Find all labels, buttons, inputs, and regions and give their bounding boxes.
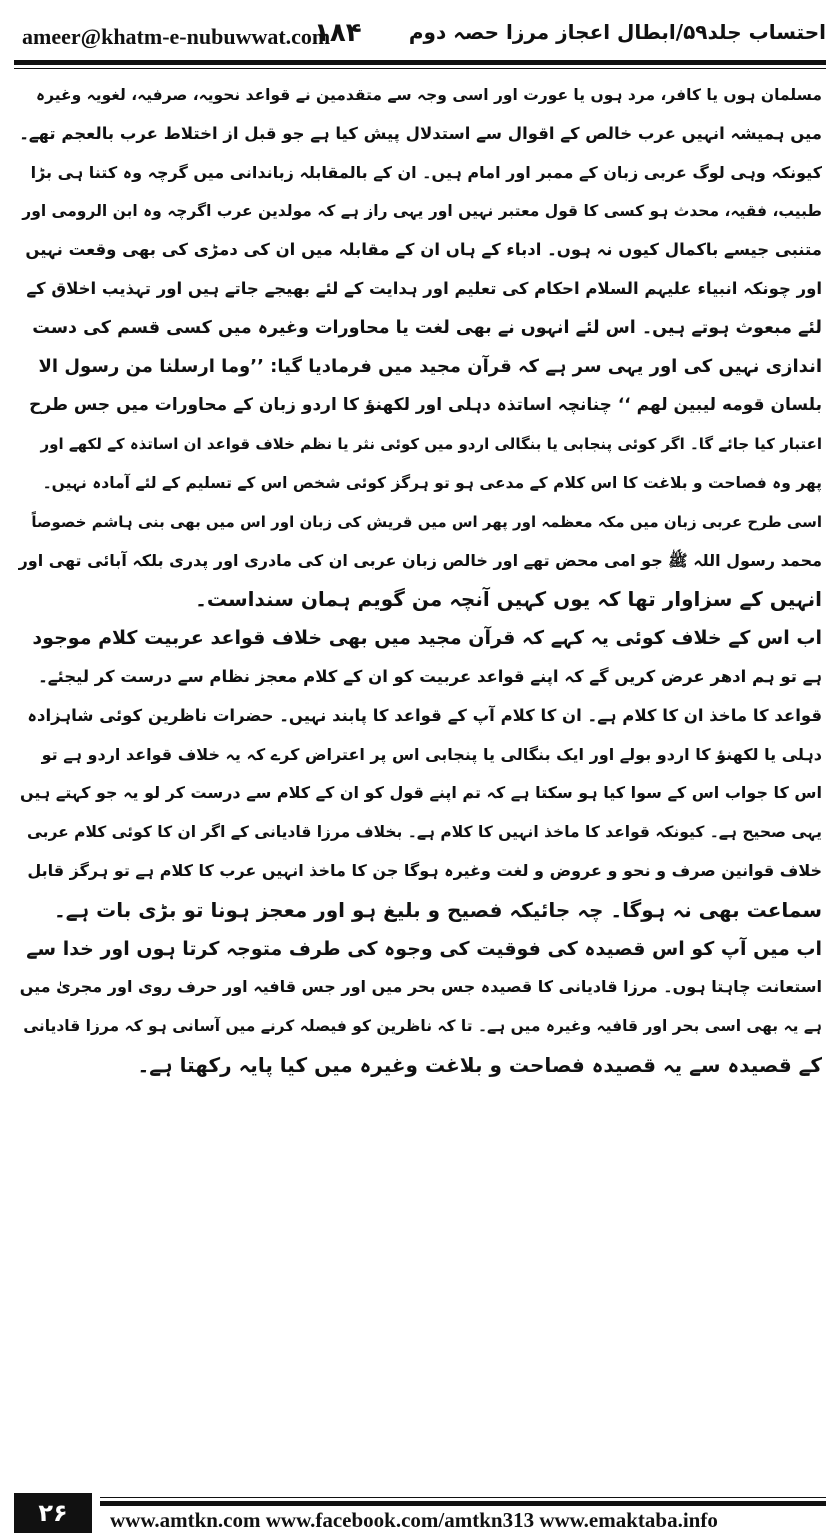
body-text xyxy=(18,76,822,1085)
footer-rule-thin xyxy=(100,1497,826,1498)
footer-rule-thick xyxy=(100,1501,826,1506)
text-line: اندازی نہیں کی اور یہی سر ہے کہ قرآن مجید میں فرمادیا گیا: ’’وما ارسلنا من رسول الا xyxy=(38,355,822,377)
text-line: انہیں کے سزاوار تھا کہ یوں کہیں آنچہ من گویم ہمان سنداست۔ xyxy=(195,587,822,612)
header-email: ameer@khatm-e-nubuwwat.com xyxy=(22,24,331,49)
text-line: کے قصیدہ سے یہ قصیدہ فصاحت و بلاغت وغیرہ میں کیا پایہ رکھتا ہے۔ xyxy=(137,1052,822,1077)
text-line: لئے مبعوث ہوتے ہیں۔ اس لئے انہوں نے بھی لغت یا محاورات وغیرہ میں کسی قسم کی دست xyxy=(32,317,822,338)
footer-links: www.amtkn.com www.facebook.com/amtkn313 www.emaktaba.info xyxy=(110,1508,718,1532)
text-line: قواعد کا ماخذ ان کا کلام ہے۔ ان کا کلام آپ کے قواعد کا پابند نہیں۔ حضرات ناظرین کوئی شاہزادہ xyxy=(27,705,822,725)
text-line: خلاف قوانین صرف و نحو و عروض و لغت وغیرہ ہوگا جن کا ماخذ انہیں عرب کا کلام ہے تو ہرگز قابل xyxy=(27,860,822,880)
footer-page-number: ۲۶ xyxy=(14,1493,92,1533)
text-line: کیونکہ وہی لوگ عربی زبان کے ممبر اور امام ہیں۔ ان کے بالمقابلہ زباندانی میں گرچہ وہ کتنا ہی بڑا xyxy=(30,162,822,182)
text-line: متنبی جیسے باکمال کیوں نہ ہوں۔ ادباء کے ہاں ان کے مقابلہ میں ان کی دمڑی کی بھی وقعت نہیں xyxy=(25,240,822,260)
text-line: بلسان قومه ليبين لهم ‘‘ چنانچہ اساتذہ دہلی اور لکھنؤ کا اردو زبان کے محاورات میں جس طرح xyxy=(29,395,822,416)
text-line: اور چونکہ انبیاء علیہم السلام احکام کی تعلیم اور ہدایت کے لئے بھیجے جاتے ہیں اور تہذیب اخلاق کے xyxy=(26,278,822,298)
text-line: اس کا جواب اس کے سوا کیا ہو سکتا ہے کہ تم اپنے قول کو ان کے کلام سے درست کر لو یہ جو کہتے ہیں xyxy=(19,783,822,803)
text-line: محمد رسول اللہ ﷺ جو امی محض تھے اور خالص زبان عربی ان کی مادری اور پدری بلکہ آبائی تھی اور xyxy=(18,550,822,570)
text-line: اب اس کے خلاف کوئی یہ کہے کہ قرآن مجید میں بھی خلاف قواعد عربیت کلام موجود xyxy=(32,627,822,650)
header-title: احتساب جلد۵۹/ابطال اعجاز مرزا حصہ دوم xyxy=(408,20,826,44)
header-rule-thin xyxy=(14,68,826,69)
header-page-number: ۱۸۴ xyxy=(314,18,362,48)
text-line: طبیب، فقیہ، محدث ہو کسی کا قول معتبر نہیں اور یہی راز ہے کہ مولدین عرب اگرچہ وہ ابن الرومی اور xyxy=(22,202,822,221)
text-line: سماعت بھی نہ ہوگا۔ چہ جائیکہ فصیح و بلیغ ہو اور معجز ہونا تو بڑی بات ہے۔ xyxy=(54,897,822,922)
text-line: یہی صحیح ہے۔ کیونکہ قواعد کا ماخذ انہیں کا کلام ہے۔ بخلاف مرزا قادیانی کے اگر ان کا کوئی کلام عربی xyxy=(26,823,822,842)
text-line: استعانت چاہتا ہوں۔ مرزا قادیانی کا قصیدہ جس بحر میں اور جس قافیہ اور حرف روی اور مجریٰ میں xyxy=(19,977,822,997)
text-line: ہے تو ہم ادھر عرض کریں گے کہ اپنے قواعد عربیت کو ان کے کلام معجز نظام سے درست کر لیجئے۔ xyxy=(38,666,822,686)
text-line: اسی طرح عربی زبان میں مکہ معظمہ اور پھر اس میں قریش کی زبان اور اس میں بھی بنی ہاشم خصوصاً xyxy=(31,512,822,531)
text-line: دہلی یا لکھنؤ کا اردو بولے اور ایک بنگالی یا پنجابی اس پر اعتراض کرے کہ یہ خلاف قواعد اردو ہے تو xyxy=(41,744,822,764)
header-rule-thick xyxy=(14,60,826,65)
text-line: پھر وہ فصاحت و بلاغت کا اس کلام کے مدعی ہو تو ہرگز کوئی شخص اس کے تسلیم کے لئے آمادہ نہیں۔ xyxy=(42,473,822,492)
text-line: میں ہمیشہ انہیں عرب خالص کے اقوال سے استدلال پیش کیا ہے جو قبل از اختلاط عرب بالعجم تھے۔ xyxy=(19,123,822,143)
text-line: اب میں آپ کو اس قصیدہ کی فوقیت کی وجوہ کی طرف متوجہ کرتا ہوں اور خدا سے xyxy=(26,937,822,960)
text-line: ہے یہ بھی اسی بحر اور قافیہ وغیرہ میں ہے۔ تا کہ ناظرین کو فیصلہ کرنے میں آسانی ہو کہ مرزا قادیانی xyxy=(23,1017,822,1036)
text-line: مسلمان ہوں یا کافر، مرد ہوں یا عورت اور اسی وجہ سے متقدمین نے قواعد نحویہ، صرفیہ، لغویہ وغیرہ xyxy=(36,86,822,104)
page-header xyxy=(14,18,826,54)
text-line: اعتبار کیا جائے گا۔ اگر کوئی پنجابی یا بنگالی اردو میں کوئی نثر یا نظم خلاف قواعد ان اساتذہ کے لکھے اور xyxy=(40,435,822,454)
